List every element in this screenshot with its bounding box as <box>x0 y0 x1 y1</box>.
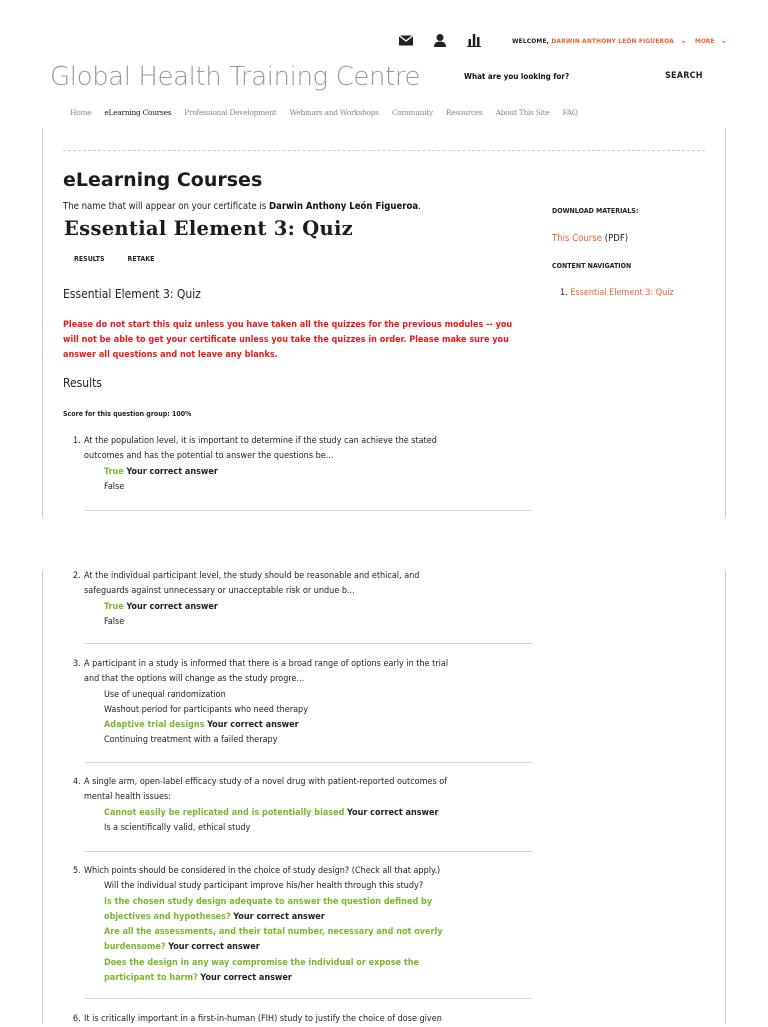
question-text-cont: outcomes and has the potential to answer the questions be... <box>84 451 334 462</box>
answer-text-cont: objectives and hypotheses? <box>104 911 231 922</box>
question-stem <box>73 1012 533 1027</box>
question-stem <box>73 864 533 879</box>
answer-option <box>73 895 533 926</box>
page-title: eLearning Courses <box>63 169 263 191</box>
question-number: 1. <box>73 436 81 446</box>
question-4 <box>73 775 533 836</box>
question-divider <box>85 998 532 999</box>
more-menu[interactable] <box>695 36 727 46</box>
nav-community[interactable]: Community <box>391 108 433 117</box>
correct-answer-label: Your correct answer <box>168 942 260 953</box>
question-text: A participant in a study is informed that there is a broad range of options early in the trial <box>84 659 449 669</box>
more-label: MORE <box>695 37 715 45</box>
tab-results[interactable]: RESULTS <box>74 255 105 263</box>
user-icon[interactable] <box>432 33 448 47</box>
correct-answer-label: Your correct answer <box>233 911 325 922</box>
search-input[interactable]: What are you looking for? <box>464 72 570 81</box>
cert-name: Darwin Anthony León Figueroa <box>268 201 419 212</box>
nav-resources[interactable]: Resources <box>445 108 483 117</box>
question-text: Which points should be considered in the choice of study design? (Check all that apply.) <box>84 866 441 876</box>
chevron-down-icon: ⌄ <box>720 36 728 46</box>
answer-text-cont: burdensome? <box>104 942 166 953</box>
card-border-left <box>42 570 43 1024</box>
content-nav-link[interactable]: Essential Element 3: Quiz <box>570 288 674 298</box>
correct-answer-label: Your correct answer <box>207 720 299 731</box>
cert-prefix: The name that will appear on your certificate is <box>63 201 269 212</box>
section-divider <box>63 150 705 151</box>
tab-retake[interactable]: RETAKE <box>127 255 155 263</box>
answer-option: False <box>104 481 125 492</box>
answer-text: Cannot easily be replicated and is potentially biased <box>104 807 345 818</box>
question-divider <box>85 643 532 644</box>
nav-webinars-workshops[interactable]: Webinars and Workshops <box>289 108 379 117</box>
answer-text: Does the design in any way compromise the individual or expose the <box>104 957 419 968</box>
site-brand[interactable]: Global Health Training Centre <box>50 62 421 92</box>
answer-option <box>73 925 533 956</box>
answer-option <box>73 465 533 480</box>
answer-option: Is a scientifically valid, ethical study <box>104 822 251 833</box>
warning-message: Please do not start this quiz unless you have taken all the quizzes for the previous modules -- you will not be able to get your certificate unless you take the quizzes in order. Please make sure you answer all questions and not leave any blanks. <box>63 320 513 360</box>
quiz-title: Essential Element 3: Quiz <box>64 217 354 240</box>
question-text: At the population level, it is important to determine if the study can achieve the stated <box>84 436 437 446</box>
quiz-subtitle: Essential Element 3: Quiz <box>63 287 201 301</box>
answer-option <box>73 956 533 987</box>
header-icons <box>398 33 482 47</box>
question-text: It is critically important in a first-in-human (FIH) study to justify the choice of dose given <box>84 1014 442 1024</box>
course-pdf-link[interactable]: This Course <box>552 233 603 244</box>
card-border-left <box>42 128 43 518</box>
question-stem <box>73 434 533 449</box>
user-name: DARWIN ANTHONY LEÓN FIGUEROA <box>551 37 674 45</box>
question-3 <box>73 657 533 749</box>
question-2 <box>73 569 533 630</box>
content-navigation-heading: CONTENT NAVIGATION <box>552 262 632 270</box>
score-summary: Score for this question group: 100% <box>63 410 192 418</box>
answer-option: Will the individual study participant improve his/her health through this study? <box>104 881 424 892</box>
card-border-right <box>725 128 726 518</box>
welcome-menu[interactable] <box>512 36 687 46</box>
course-pdf-line <box>552 233 628 244</box>
nav-faq[interactable]: FAQ <box>562 108 578 117</box>
answer-option: False <box>104 616 125 627</box>
search-button[interactable]: SEARCH <box>665 71 703 81</box>
nav-about[interactable]: About This Site <box>495 108 550 117</box>
question-number: 5. <box>73 866 81 876</box>
question-6 <box>73 1012 533 1027</box>
download-materials-heading: DOWNLOAD MATERIALS: <box>552 207 639 215</box>
question-number: 4. <box>73 777 81 787</box>
question-stem <box>73 569 533 584</box>
quiz-tabs <box>74 255 154 263</box>
stats-icon[interactable] <box>466 33 482 47</box>
question-1 <box>73 434 533 495</box>
answer-option: Washout period for participants who need therapy <box>104 704 308 715</box>
answer-option: Continuing treatment with a failed therapy <box>104 735 278 746</box>
question-text-cont: safeguards against unnecessary or unacceptable risk or undue b... <box>84 586 355 597</box>
question-text: A single arm, open-label efficacy study of a novel drug with patient-reported outcomes of <box>84 777 448 787</box>
answer-option: Use of unequal randomization <box>104 689 226 700</box>
nav-home[interactable]: Home <box>70 108 92 117</box>
answer-text: Is the chosen study design adequate to answer the question defined by <box>104 896 433 907</box>
answer-text: True <box>104 601 124 612</box>
question-divider <box>85 510 532 511</box>
question-text: At the individual participant level, the study should be reasonable and ethical, and <box>84 571 420 581</box>
answer-text: True <box>104 466 124 477</box>
answer-text: Are all the assessments, and their total number, necessary and not overly <box>104 927 443 938</box>
main-nav <box>70 108 578 117</box>
correct-answer-label: Your correct answer <box>126 466 218 477</box>
nav-elearning-courses[interactable]: eLearning Courses <box>104 108 172 117</box>
question-number: 3. <box>73 659 81 669</box>
pdf-suffix: (PDF) <box>602 233 629 244</box>
question-divider <box>85 762 532 763</box>
answer-text: Adaptive trial designs <box>104 720 205 731</box>
certificate-name-line <box>63 201 421 212</box>
chevron-down-icon: ⌄ <box>680 36 688 46</box>
content-nav-item <box>560 288 674 298</box>
correct-answer-label: Your correct answer <box>200 973 292 984</box>
cert-suffix: . <box>418 201 421 212</box>
nav-professional-development[interactable]: Professional Development <box>184 108 277 117</box>
question-stem <box>73 775 533 790</box>
correct-answer-label: Your correct answer <box>347 807 439 818</box>
question-number: 6. <box>73 1014 81 1024</box>
answer-option <box>73 600 533 615</box>
correct-answer-label: Your correct answer <box>126 601 218 612</box>
welcome-prefix: WELCOME, <box>512 37 550 45</box>
question-text-cont: and that the options will change as the study progre... <box>84 674 305 685</box>
question-number: 2. <box>73 571 81 581</box>
question-text-cont: mental health issues: <box>84 792 171 803</box>
content-nav-number: 1. <box>560 288 568 298</box>
results-heading: Results <box>63 376 102 390</box>
question-divider <box>85 851 532 852</box>
answer-option <box>73 806 533 821</box>
mail-icon[interactable] <box>398 33 414 47</box>
card-border-right <box>725 570 726 1024</box>
question-5 <box>73 864 533 986</box>
answer-text-cont: participant to harm? <box>104 973 198 984</box>
answer-option <box>73 718 533 733</box>
question-stem <box>73 657 533 672</box>
